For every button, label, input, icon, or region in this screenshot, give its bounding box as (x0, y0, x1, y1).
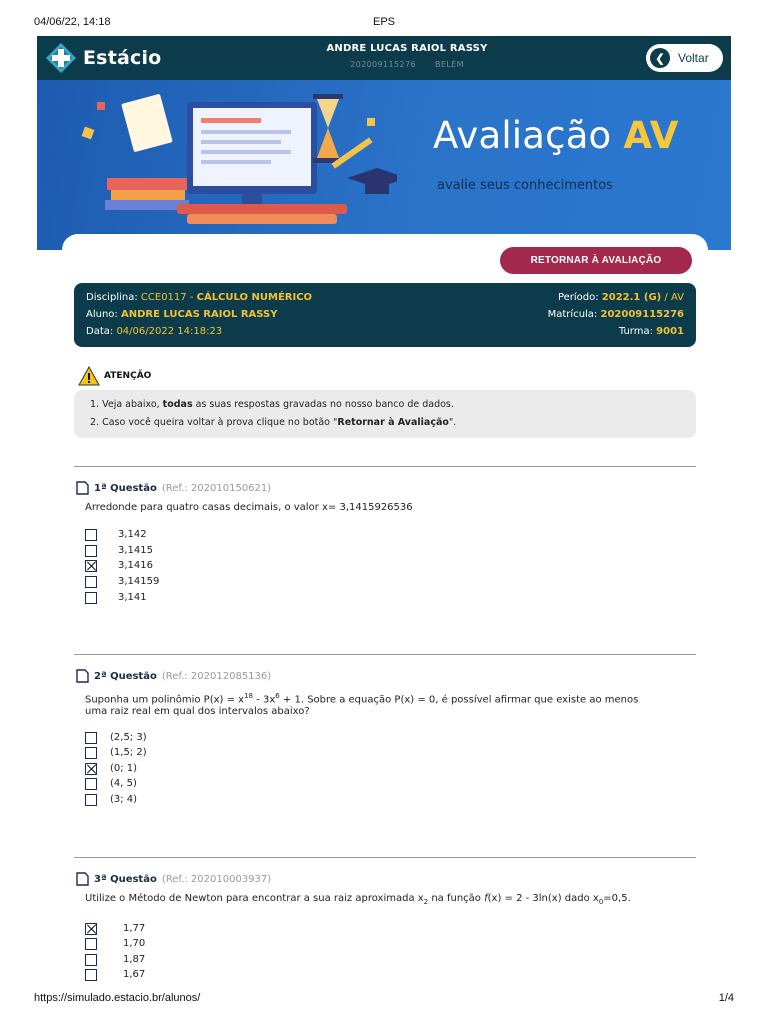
option-label: (1,5; 2) (110, 747, 147, 758)
q2-text-a: Suponha um polinômio P(x) = x (85, 694, 245, 706)
data-label: Data: (86, 326, 114, 337)
option-checkbox[interactable] (85, 794, 97, 806)
option-checkbox[interactable] (85, 938, 97, 950)
option-label: 3,142 (118, 529, 147, 540)
option-checkbox[interactable] (85, 529, 97, 541)
banner-title-main: Avaliação (433, 114, 612, 157)
q2-text-c: + 1. Sobre a equação P(x) = 0, é possível afirmar que existe ao menos (279, 694, 639, 706)
return-to-exam-button[interactable]: RETORNAR À AVALIAÇÃO (500, 247, 692, 274)
option-label: (2,5; 3) (110, 732, 147, 743)
notice-line-1-post: as suas respostas gravadas no nosso banco de dados. (192, 399, 454, 410)
question-1-text: Arredonde para quatro casas decimais, o valor x= 3,1415926536 (85, 502, 413, 513)
question-3-option[interactable] (85, 937, 145, 950)
notice-line-1-pre: 1. Veja abaixo, (90, 399, 163, 410)
question-2-option[interactable] (85, 762, 137, 775)
matricula-value: 202009115276 (600, 309, 684, 320)
question-2-ref: (Ref.: 202012085136) (161, 670, 272, 682)
disciplina-name: CÁLCULO NUMÉRICO (196, 292, 313, 303)
print-datetime: 04/06/22, 14:18 (34, 16, 111, 28)
document-icon (76, 872, 89, 886)
q3-text-a: Utilize o Método de Newton para encontrar a sua raiz aproximada x (85, 893, 424, 904)
question-2-option[interactable] (85, 777, 137, 790)
option-label: 1,67 (123, 969, 146, 980)
q3-subscript-2: 0 (598, 898, 604, 906)
notice-box (74, 390, 696, 438)
exam-illustration-icon (67, 88, 397, 238)
matricula-label: Matrícula: (547, 309, 598, 320)
print-page-number: 1/4 (718, 992, 734, 1004)
aluno-value: ANDRE LUCAS RAIOL RASSY (120, 309, 278, 320)
turma-label: Turma: (618, 326, 653, 337)
option-label: 1,70 (123, 938, 146, 949)
q3-text-c: (x) = 2 - 3ln(x) dado x (487, 893, 599, 904)
notice-line-2-pre: 2. Caso você queira voltar à prova clique no botão " (90, 417, 338, 428)
periodo-label: Período: (557, 292, 599, 303)
question-3-option[interactable] (85, 968, 145, 981)
question-1-option[interactable] (85, 559, 153, 572)
divider (74, 466, 696, 467)
option-checkbox[interactable] (85, 747, 97, 759)
question-1-ref: (Ref.: 202010150621) (161, 482, 272, 494)
back-button[interactable] (646, 44, 723, 72)
option-checkbox[interactable] (85, 969, 97, 981)
print-header (34, 16, 734, 30)
estacio-logo-icon (45, 42, 77, 74)
option-label: 3,1416 (118, 560, 153, 571)
periodo-type: AV (670, 292, 684, 303)
q3-text-b: na função (428, 893, 485, 904)
option-label: 1,87 (123, 954, 146, 965)
question-1-option[interactable] (85, 528, 147, 541)
info-row-2 (86, 309, 684, 323)
data-value: 04/06/2022 14:18:23 (116, 326, 223, 337)
q2-text-line2: uma raiz real em qual dos intervalos abaixo? (85, 706, 310, 718)
question-3-text (85, 893, 685, 908)
user-meta (257, 60, 557, 69)
option-checkbox[interactable] (85, 732, 97, 744)
question-2-number: 2ª Questão (94, 670, 157, 682)
hero-banner (37, 80, 731, 250)
option-label: (3; 4) (110, 794, 138, 805)
question-1-option[interactable] (85, 544, 153, 557)
periodo-sep: / (661, 292, 671, 303)
user-block (257, 43, 557, 69)
q2-exponent-1: 18 (244, 692, 254, 700)
attention-label: ATENÇÃO (104, 371, 152, 381)
option-checkbox[interactable] (85, 576, 97, 588)
banner-subtitle: avalie seus conhecimentos (437, 178, 613, 193)
print-url: https://simulado.estacio.br/alunos/ (34, 992, 201, 1004)
question-3-ref: (Ref.: 202010003937) (161, 873, 272, 885)
q2-exponent-2: 6 (275, 692, 280, 700)
option-checkbox[interactable] (85, 778, 97, 790)
option-label: (4, 5) (110, 778, 137, 789)
q3-text-d: =0,5. (603, 893, 631, 904)
notice-line-1-bold: todas (162, 399, 193, 410)
banner-title-accent: AV (623, 114, 679, 157)
q3-fx: f (484, 893, 488, 904)
disciplina-label: Disciplina: (86, 292, 138, 303)
aluno-label: Aluno: (86, 309, 118, 320)
user-id: 202009115276 (350, 60, 416, 69)
question-2-option[interactable] (85, 746, 147, 759)
option-label: 3,1415 (118, 545, 153, 556)
option-checkbox[interactable] (85, 592, 97, 604)
chevron-left-icon: ❮ (650, 48, 670, 68)
option-checkbox-checked[interactable] (85, 560, 97, 572)
user-city: BELÉM (434, 60, 464, 69)
option-checkbox[interactable] (85, 954, 97, 966)
question-2-option[interactable] (85, 731, 147, 744)
info-row-1 (86, 292, 684, 306)
notice-line-2-bold: Retornar à Avaliação (337, 417, 449, 428)
question-1-header (76, 481, 271, 495)
divider (74, 857, 696, 858)
q2-text-b: - 3x (253, 694, 276, 706)
divider (74, 654, 696, 655)
option-checkbox-checked[interactable] (85, 923, 97, 935)
question-1-number: 1ª Questão (94, 482, 157, 494)
turma-value: 9001 (656, 326, 684, 337)
question-3-option[interactable] (85, 953, 145, 966)
back-button-label: Voltar (678, 51, 709, 65)
warning-icon (78, 366, 100, 386)
option-label: 3,14159 (118, 576, 160, 587)
top-bar (37, 36, 731, 80)
disciplina-code: CCE0117 - (140, 292, 197, 303)
question-3-header (76, 872, 271, 886)
option-checkbox[interactable] (85, 545, 97, 557)
option-label: 3,141 (118, 592, 147, 603)
notice-line-2-post: ". (448, 417, 457, 428)
question-2-header (76, 669, 271, 683)
option-label: 1,77 (123, 923, 146, 934)
print-footer (34, 992, 734, 1006)
exam-info-box (74, 283, 696, 347)
estacio-logo[interactable] (45, 42, 161, 74)
periodo-value: 2022.1 (G) (601, 292, 662, 303)
logo-text: Estácio (83, 47, 162, 69)
question-3-option[interactable] (85, 922, 145, 935)
print-doc-title: EPS (372, 16, 395, 28)
question-1-option[interactable] (85, 591, 147, 604)
attention-header (78, 366, 151, 386)
option-checkbox-checked[interactable] (85, 763, 97, 775)
notice-line-1 (90, 399, 454, 410)
document-icon (76, 669, 89, 683)
question-3-number: 3ª Questão (94, 873, 157, 885)
question-2-option[interactable] (85, 793, 137, 806)
document-icon (76, 481, 89, 495)
banner-title (433, 114, 679, 157)
user-name: ANDRE LUCAS RAIOL RASSY (326, 43, 488, 54)
notice-line-2 (90, 417, 456, 428)
question-2-text (85, 690, 685, 718)
option-label: (0; 1) (110, 763, 138, 774)
question-1-option[interactable] (85, 575, 159, 588)
info-row-3 (86, 326, 684, 340)
q3-subscript-1: 2 (423, 898, 429, 906)
